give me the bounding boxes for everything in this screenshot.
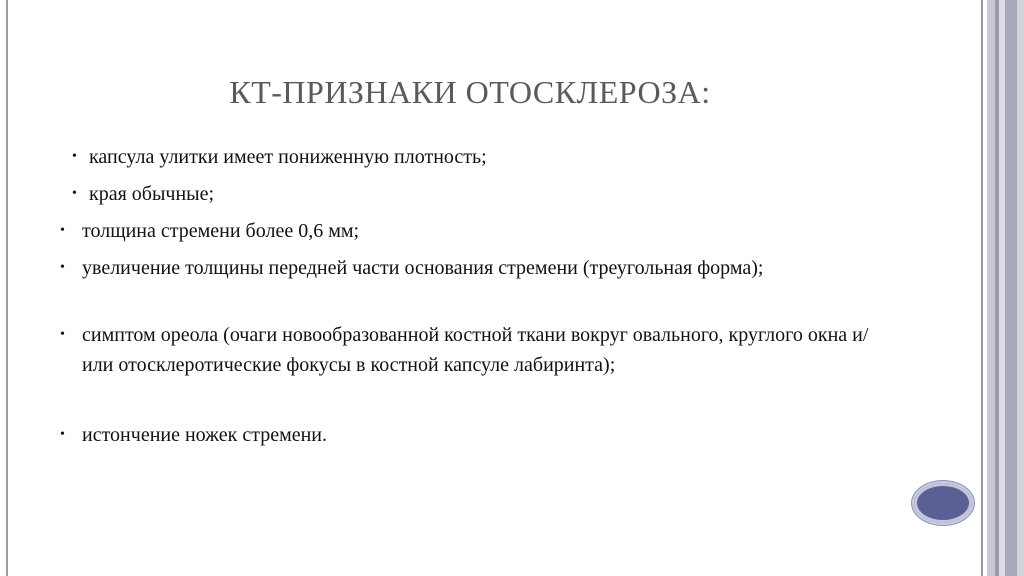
bullet-marker: • (60, 327, 65, 342)
bullet-item (60, 216, 942, 246)
bullet-text: симптом ореола (очаги новообразованной костной ткани вокруг овального, круглого окна и/или отосклеротические фокусы в костной капсуле лабиринта); (82, 324, 869, 376)
bullet-marker: • (60, 427, 65, 442)
slide-title: КТ-ПРИЗНАКИ ОТОСКЛЕРОЗА: (229, 74, 711, 110)
bullet-item (60, 420, 882, 450)
bullet-marker: • (60, 260, 65, 275)
bullet-item (60, 320, 882, 380)
right-decorative-stripe (1005, 0, 1017, 576)
right-decorative-stripe (987, 0, 995, 576)
bullet-text: капсула улитки имеет пониженную плотность; (89, 146, 487, 168)
bullet-text: толщина стремени более 0,6 мм; (82, 220, 360, 242)
bullet-marker: • (72, 186, 77, 201)
bullet-text: края обычные; (89, 183, 215, 205)
bullet-item (72, 179, 949, 209)
bullet-text: увеличение толщины передней части основания стремени (треугольная форма); (82, 257, 764, 279)
bullet-text: истончение ножек стремени. (82, 424, 328, 446)
bullet-marker: • (60, 223, 65, 238)
right-decorative-stripe (1017, 0, 1024, 576)
circle-nav-icon[interactable] (912, 481, 974, 525)
bullet-item (60, 253, 852, 283)
bullet-item (72, 142, 949, 172)
right-decorative-stripe (981, 0, 983, 576)
bullet-marker: • (72, 149, 77, 164)
